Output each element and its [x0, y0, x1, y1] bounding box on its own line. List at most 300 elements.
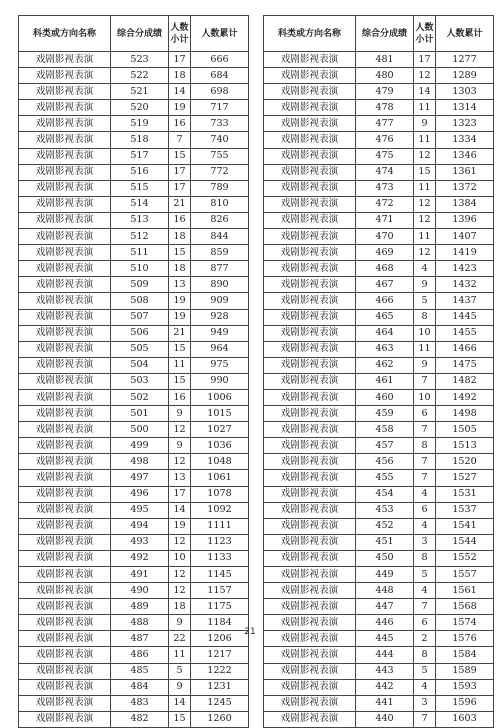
count-cell: 8	[414, 438, 436, 454]
count-cell: 14	[169, 84, 191, 100]
cumulative-cell: 1423	[436, 261, 494, 277]
header-count	[169, 16, 191, 52]
count-cell: 9	[169, 406, 191, 422]
count-cell: 15	[414, 164, 436, 180]
category-cell: 戏剧影视表演	[264, 373, 356, 389]
count-cell: 9	[169, 438, 191, 454]
category-cell: 戏剧影视表演	[264, 229, 356, 245]
count-cell: 11	[414, 132, 436, 148]
category-cell: 戏剧影视表演	[264, 212, 356, 228]
count-cell: 12	[169, 454, 191, 470]
count-cell: 17	[169, 180, 191, 196]
count-cell: 11	[169, 357, 191, 373]
count-cell: 16	[169, 389, 191, 405]
score-cell: 519	[111, 116, 169, 132]
score-cell: 491	[111, 567, 169, 583]
score-cell: 490	[111, 583, 169, 599]
count-cell: 6	[414, 406, 436, 422]
score-cell: 465	[356, 309, 414, 325]
cumulative-cell: 1445	[436, 309, 494, 325]
category-cell: 戏剧影视表演	[264, 583, 356, 599]
score-cell: 442	[356, 679, 414, 695]
score-cell: 512	[111, 229, 169, 245]
category-cell: 戏剧影视表演	[264, 711, 356, 727]
score-cell: 516	[111, 164, 169, 180]
table-row	[264, 277, 494, 293]
count-cell: 4	[414, 583, 436, 599]
cumulative-cell: 698	[191, 84, 249, 100]
score-cell: 464	[356, 325, 414, 341]
count-cell: 15	[169, 245, 191, 261]
count-cell: 11	[414, 229, 436, 245]
category-cell: 戏剧影视表演	[19, 583, 111, 599]
count-cell: 16	[169, 212, 191, 228]
count-cell: 7	[414, 422, 436, 438]
cumulative-cell: 733	[191, 116, 249, 132]
count-cell: 18	[169, 261, 191, 277]
cumulative-cell: 1217	[191, 647, 249, 663]
header-count-line2: 小计	[415, 34, 434, 45]
table-row	[19, 583, 249, 599]
count-cell: 11	[414, 341, 436, 357]
cumulative-cell: 1133	[191, 550, 249, 566]
score-cell: 482	[111, 711, 169, 727]
category-cell: 戏剧影视表演	[264, 309, 356, 325]
table-row	[264, 84, 494, 100]
table-row	[264, 309, 494, 325]
cumulative-cell: 1466	[436, 341, 494, 357]
cumulative-cell: 1596	[436, 695, 494, 711]
category-cell: 戏剧影视表演	[19, 679, 111, 695]
cumulative-cell: 1006	[191, 389, 249, 405]
score-cell: 446	[356, 615, 414, 631]
table-row	[19, 148, 249, 164]
count-cell: 14	[169, 502, 191, 518]
table-row	[19, 454, 249, 470]
cumulative-cell: 810	[191, 196, 249, 212]
count-cell: 17	[169, 486, 191, 502]
table-row	[19, 180, 249, 196]
count-cell: 11	[414, 100, 436, 116]
table-row	[19, 422, 249, 438]
cumulative-cell: 1157	[191, 583, 249, 599]
table-row	[264, 663, 494, 679]
score-cell: 444	[356, 647, 414, 663]
header-category: 科类或方向名称	[19, 16, 111, 52]
count-cell: 9	[169, 679, 191, 695]
score-cell: 498	[111, 454, 169, 470]
table-row	[19, 132, 249, 148]
count-cell: 12	[169, 583, 191, 599]
category-cell: 戏剧影视表演	[264, 68, 356, 84]
cumulative-cell: 1048	[191, 454, 249, 470]
cumulative-cell: 1520	[436, 454, 494, 470]
count-cell: 8	[414, 309, 436, 325]
category-cell: 戏剧影视表演	[19, 647, 111, 663]
count-cell: 17	[169, 164, 191, 180]
cumulative-cell: 1361	[436, 164, 494, 180]
count-cell: 12	[169, 422, 191, 438]
category-cell: 戏剧影视表演	[264, 663, 356, 679]
count-cell: 21	[169, 196, 191, 212]
cumulative-cell: 1396	[436, 212, 494, 228]
category-cell: 戏剧影视表演	[19, 229, 111, 245]
score-cell: 462	[356, 357, 414, 373]
score-cell: 489	[111, 599, 169, 615]
count-cell: 9	[414, 277, 436, 293]
table-row	[264, 454, 494, 470]
cumulative-cell: 1260	[191, 711, 249, 727]
table-row	[264, 679, 494, 695]
table-row	[19, 438, 249, 454]
table-row	[264, 422, 494, 438]
count-cell: 16	[169, 116, 191, 132]
count-cell: 17	[414, 52, 436, 68]
table-row	[19, 406, 249, 422]
cumulative-cell: 740	[191, 132, 249, 148]
count-cell: 3	[414, 695, 436, 711]
category-cell: 戏剧影视表演	[264, 454, 356, 470]
count-cell: 11	[414, 180, 436, 196]
table-row	[264, 518, 494, 534]
cumulative-cell: 1505	[436, 422, 494, 438]
cumulative-cell: 1498	[436, 406, 494, 422]
score-cell: 488	[111, 615, 169, 631]
cumulative-cell: 877	[191, 261, 249, 277]
count-cell: 7	[169, 132, 191, 148]
category-cell: 戏剧影视表演	[264, 534, 356, 550]
score-cell: 484	[111, 679, 169, 695]
category-cell: 戏剧影视表演	[264, 180, 356, 196]
table-row	[264, 132, 494, 148]
header-count-line1: 人数	[415, 22, 434, 33]
score-cell: 520	[111, 100, 169, 116]
table-row	[19, 679, 249, 695]
count-cell: 12	[414, 148, 436, 164]
score-cell: 448	[356, 583, 414, 599]
table-row	[19, 599, 249, 615]
count-cell: 14	[169, 695, 191, 711]
count-cell: 5	[414, 567, 436, 583]
table-row	[19, 389, 249, 405]
score-cell: 497	[111, 470, 169, 486]
count-cell: 5	[414, 293, 436, 309]
cumulative-cell: 1541	[436, 518, 494, 534]
count-cell: 22	[169, 631, 191, 647]
count-cell: 11	[169, 647, 191, 663]
cumulative-cell: 1437	[436, 293, 494, 309]
count-cell: 8	[414, 647, 436, 663]
count-cell: 12	[169, 534, 191, 550]
cumulative-cell: 1475	[436, 357, 494, 373]
cumulative-cell: 1245	[191, 695, 249, 711]
count-cell: 15	[169, 148, 191, 164]
cumulative-cell: 1432	[436, 277, 494, 293]
category-cell: 戏剧影视表演	[19, 180, 111, 196]
cumulative-cell: 1537	[436, 502, 494, 518]
table-row	[19, 550, 249, 566]
cumulative-cell: 1593	[436, 679, 494, 695]
cumulative-cell: 1492	[436, 389, 494, 405]
score-cell: 494	[111, 518, 169, 534]
category-cell: 戏剧影视表演	[264, 550, 356, 566]
count-cell: 19	[169, 309, 191, 325]
count-cell: 4	[414, 261, 436, 277]
cumulative-cell: 1092	[191, 502, 249, 518]
cumulative-cell: 1346	[436, 148, 494, 164]
table-row	[264, 583, 494, 599]
table-row	[264, 406, 494, 422]
score-cell: 510	[111, 261, 169, 277]
count-cell: 3	[414, 534, 436, 550]
score-cell: 458	[356, 422, 414, 438]
cumulative-cell: 666	[191, 52, 249, 68]
score-cell: 481	[356, 52, 414, 68]
score-cell: 522	[111, 68, 169, 84]
cumulative-cell: 1568	[436, 599, 494, 615]
score-cell: 459	[356, 406, 414, 422]
score-cell: 468	[356, 261, 414, 277]
cumulative-cell: 1419	[436, 245, 494, 261]
score-cell: 485	[111, 663, 169, 679]
category-cell: 戏剧影视表演	[19, 261, 111, 277]
score-cell: 443	[356, 663, 414, 679]
cumulative-cell: 909	[191, 293, 249, 309]
header-score: 综合分成绩	[356, 16, 414, 52]
count-cell: 19	[169, 518, 191, 534]
count-cell: 12	[414, 245, 436, 261]
score-cell: 473	[356, 180, 414, 196]
table-row	[264, 116, 494, 132]
score-cell: 507	[111, 309, 169, 325]
cumulative-cell: 859	[191, 245, 249, 261]
count-cell: 4	[414, 518, 436, 534]
category-cell: 戏剧影视表演	[264, 357, 356, 373]
cumulative-cell: 1277	[436, 52, 494, 68]
table-row	[264, 164, 494, 180]
category-cell: 戏剧影视表演	[19, 406, 111, 422]
page-number: 21	[244, 627, 256, 637]
table-row	[264, 502, 494, 518]
count-cell: 12	[414, 212, 436, 228]
category-cell: 戏剧影视表演	[19, 454, 111, 470]
score-cell: 454	[356, 486, 414, 502]
score-cell: 480	[356, 68, 414, 84]
category-cell: 戏剧影视表演	[19, 277, 111, 293]
score-cell: 453	[356, 502, 414, 518]
cumulative-cell: 949	[191, 325, 249, 341]
category-cell: 戏剧影视表演	[264, 196, 356, 212]
table-row	[19, 261, 249, 277]
cumulative-cell: 1552	[436, 550, 494, 566]
category-cell: 戏剧影视表演	[19, 293, 111, 309]
table-row	[19, 277, 249, 293]
cumulative-cell: 772	[191, 164, 249, 180]
score-cell: 452	[356, 518, 414, 534]
cumulative-cell: 1206	[191, 631, 249, 647]
count-cell: 18	[169, 229, 191, 245]
category-cell: 戏剧影视表演	[264, 100, 356, 116]
table-row	[19, 84, 249, 100]
category-cell: 戏剧影视表演	[19, 663, 111, 679]
score-cell: 486	[111, 647, 169, 663]
score-cell: 440	[356, 711, 414, 727]
table-row	[19, 245, 249, 261]
table-row	[19, 229, 249, 245]
table-row	[264, 599, 494, 615]
table-header-row	[264, 16, 494, 52]
table-row	[264, 486, 494, 502]
category-cell: 戏剧影视表演	[19, 116, 111, 132]
category-cell: 戏剧影视表演	[264, 148, 356, 164]
category-cell: 戏剧影视表演	[264, 277, 356, 293]
cumulative-cell: 755	[191, 148, 249, 164]
cumulative-cell: 826	[191, 212, 249, 228]
count-cell: 14	[414, 84, 436, 100]
score-cell: 476	[356, 132, 414, 148]
count-cell: 12	[414, 68, 436, 84]
count-cell: 7	[414, 454, 436, 470]
cumulative-cell: 1036	[191, 438, 249, 454]
cumulative-cell: 1544	[436, 534, 494, 550]
count-cell: 10	[414, 389, 436, 405]
table-row	[264, 68, 494, 84]
count-cell: 7	[414, 599, 436, 615]
count-cell: 7	[414, 373, 436, 389]
table-row	[19, 518, 249, 534]
count-cell: 21	[169, 325, 191, 341]
score-cell: 457	[356, 438, 414, 454]
header-count-line1: 人数	[170, 22, 189, 33]
score-cell: 441	[356, 695, 414, 711]
cumulative-cell: 1061	[191, 470, 249, 486]
category-cell: 戏剧影视表演	[264, 116, 356, 132]
table-row	[264, 389, 494, 405]
score-cell: 461	[356, 373, 414, 389]
category-cell: 戏剧影视表演	[264, 695, 356, 711]
cumulative-cell: 1303	[436, 84, 494, 100]
score-cell: 467	[356, 277, 414, 293]
score-cell: 477	[356, 116, 414, 132]
cumulative-cell: 1455	[436, 325, 494, 341]
category-cell: 戏剧影视表演	[19, 438, 111, 454]
cumulative-cell: 844	[191, 229, 249, 245]
count-cell: 9	[414, 357, 436, 373]
category-cell: 戏剧影视表演	[264, 389, 356, 405]
category-cell: 戏剧影视表演	[19, 502, 111, 518]
score-cell: 508	[111, 293, 169, 309]
table-row	[19, 647, 249, 663]
category-cell: 戏剧影视表演	[264, 164, 356, 180]
cumulative-cell: 1184	[191, 615, 249, 631]
category-cell: 戏剧影视表演	[19, 341, 111, 357]
score-cell: 514	[111, 196, 169, 212]
category-cell: 戏剧影视表演	[19, 695, 111, 711]
cumulative-cell: 1231	[191, 679, 249, 695]
category-cell: 戏剧影视表演	[19, 196, 111, 212]
count-cell: 2	[414, 631, 436, 647]
cumulative-cell: 1015	[191, 406, 249, 422]
cumulative-cell: 1574	[436, 615, 494, 631]
score-cell: 499	[111, 438, 169, 454]
table-row	[19, 100, 249, 116]
score-cell: 466	[356, 293, 414, 309]
table-row	[264, 534, 494, 550]
category-cell: 戏剧影视表演	[19, 212, 111, 228]
table-row	[19, 567, 249, 583]
category-cell: 戏剧影视表演	[264, 325, 356, 341]
table-row	[264, 261, 494, 277]
category-cell: 戏剧影视表演	[19, 373, 111, 389]
table-row	[19, 341, 249, 357]
cumulative-cell: 1111	[191, 518, 249, 534]
count-cell: 13	[169, 277, 191, 293]
score-cell: 504	[111, 357, 169, 373]
cumulative-cell: 1513	[436, 438, 494, 454]
count-cell: 9	[169, 615, 191, 631]
cumulative-cell: 1334	[436, 132, 494, 148]
count-cell: 19	[169, 100, 191, 116]
score-cell: 460	[356, 389, 414, 405]
category-cell: 戏剧影视表演	[19, 470, 111, 486]
category-cell: 戏剧影视表演	[264, 647, 356, 663]
cumulative-cell: 1561	[436, 583, 494, 599]
cumulative-cell: 975	[191, 357, 249, 373]
score-cell: 451	[356, 534, 414, 550]
count-cell: 7	[414, 711, 436, 727]
header-score: 综合分成绩	[111, 16, 169, 52]
cumulative-cell: 928	[191, 309, 249, 325]
category-cell: 戏剧影视表演	[264, 341, 356, 357]
count-cell: 7	[414, 470, 436, 486]
score-cell: 513	[111, 212, 169, 228]
table-row	[264, 196, 494, 212]
score-cell: 474	[356, 164, 414, 180]
score-cell: 483	[111, 695, 169, 711]
score-cell: 509	[111, 277, 169, 293]
score-cell: 506	[111, 325, 169, 341]
count-cell: 5	[169, 663, 191, 679]
count-cell: 17	[169, 52, 191, 68]
count-cell: 15	[169, 711, 191, 727]
score-cell: 501	[111, 406, 169, 422]
header-category: 科类或方向名称	[264, 16, 356, 52]
table-row	[19, 293, 249, 309]
count-cell: 10	[169, 550, 191, 566]
table-row	[19, 663, 249, 679]
category-cell: 戏剧影视表演	[264, 293, 356, 309]
table-row	[264, 438, 494, 454]
score-cell: 515	[111, 180, 169, 196]
cumulative-cell: 1078	[191, 486, 249, 502]
table-row	[19, 534, 249, 550]
category-cell: 戏剧影视表演	[19, 68, 111, 84]
cumulative-cell: 1603	[436, 711, 494, 727]
table-row	[264, 293, 494, 309]
category-cell: 戏剧影视表演	[19, 245, 111, 261]
cumulative-cell: 1384	[436, 196, 494, 212]
count-cell: 6	[414, 615, 436, 631]
table-row	[19, 164, 249, 180]
category-cell: 戏剧影视表演	[19, 100, 111, 116]
count-cell: 5	[414, 663, 436, 679]
category-cell: 戏剧影视表演	[19, 357, 111, 373]
score-cell: 472	[356, 196, 414, 212]
table-row	[19, 373, 249, 389]
table-row	[264, 357, 494, 373]
score-cell: 479	[356, 84, 414, 100]
table-row	[19, 309, 249, 325]
